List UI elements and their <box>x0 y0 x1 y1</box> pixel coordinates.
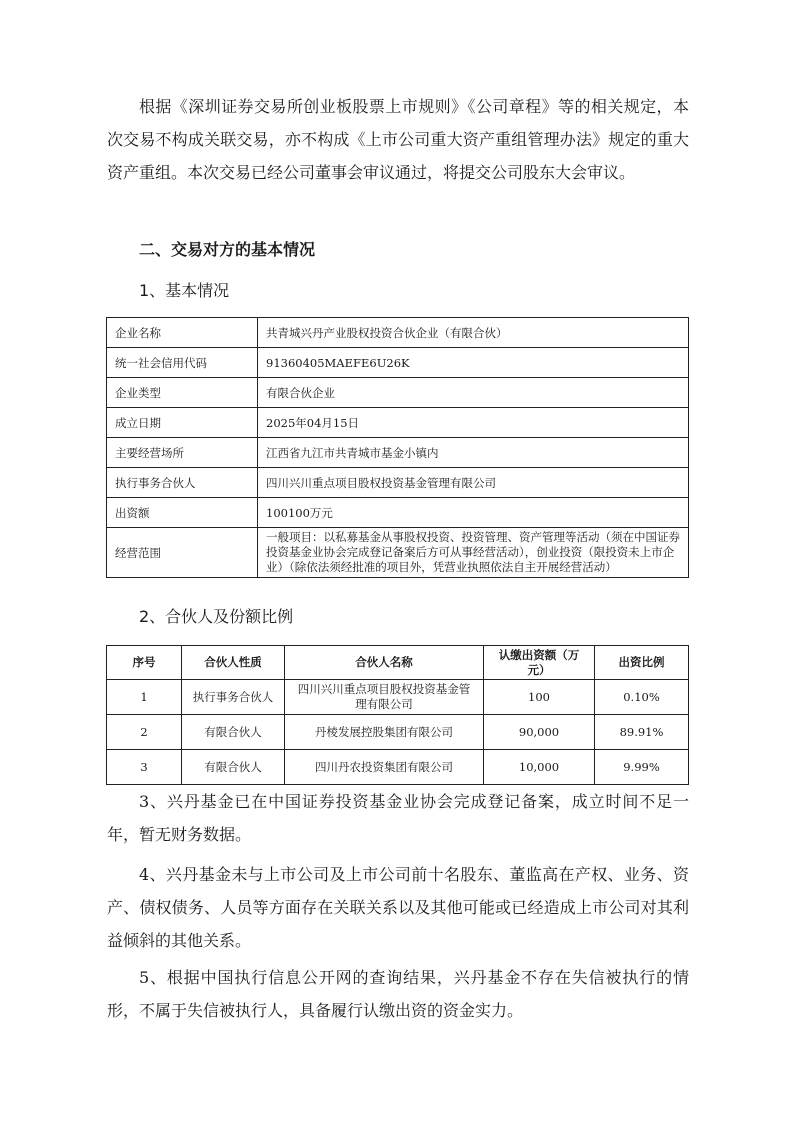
row-value: 四川兴川重点项目股权投资基金管理有限公司 <box>258 468 689 498</box>
cell-type: 执行事务合伙人 <box>182 680 285 715</box>
paragraph-4: 4、兴丹基金未与上市公司及上市公司前十名股东、董监高在产权、业务、资产、债权债务、人员等方面存在关联关系以及其他可能或已经造成上市公司对其利益倾斜的其他关系。 <box>107 865 689 950</box>
row-label: 主要经营场所 <box>107 438 258 468</box>
table-row <box>107 348 689 378</box>
paragraph-3: 3、兴丹基金已在中国证券投资基金业协会完成登记备案，成立时间不足一年，暂无财务数据。 <box>107 792 689 844</box>
row-label: 企业类型 <box>107 378 258 408</box>
paragraph-5: 5、根据中国执行信息公开网的查询结果，兴丹基金不存在失信被执行的情形，不属于失信被执行人，具备履行认缴出资的资金实力。 <box>107 968 689 1020</box>
row-label: 企业名称 <box>107 318 258 348</box>
cell-name: 丹棱发展控股集团有限公司 <box>285 715 484 750</box>
row-value: 2025年04月15日 <box>258 408 689 438</box>
partners-table <box>106 645 689 785</box>
row-value: 有限合伙企业 <box>258 378 689 408</box>
basic-info-table <box>106 317 689 578</box>
intro-paragraph: 根据《深圳证券交易所创业板股票上市规则》《公司章程》等的相关规定，本次交易不构成关联交易，亦不构成《上市公司重大资产重组管理办法》规定的重大资产重组。本次交易已经公司董事会审议通过，将提交公司股东大会审议。 <box>107 97 689 182</box>
cell-amount: 90,000 <box>484 715 595 750</box>
cell-ratio: 9.99% <box>595 750 689 785</box>
cell-no: 2 <box>107 715 182 750</box>
header-name: 合伙人名称 <box>285 646 484 680</box>
header-ratio: 出资比例 <box>595 646 689 680</box>
table-row <box>107 408 689 438</box>
cell-type: 有限合伙人 <box>182 750 285 785</box>
subsection-basic-info: 1、基本情况 <box>139 281 230 300</box>
table-row <box>107 468 689 498</box>
table-row <box>107 750 689 785</box>
cell-amount: 100 <box>484 680 595 715</box>
section-heading: 二、交易对方的基本情况 <box>139 240 316 259</box>
row-label: 执行事务合伙人 <box>107 468 258 498</box>
cell-type: 有限合伙人 <box>182 715 285 750</box>
row-value: 91360405MAEFE6U26K <box>258 348 689 378</box>
table-row <box>107 378 689 408</box>
cell-no: 3 <box>107 750 182 785</box>
row-label: 出资额 <box>107 498 258 528</box>
cell-amount: 10,000 <box>484 750 595 785</box>
cell-ratio: 89.91% <box>595 715 689 750</box>
row-label: 统一社会信用代码 <box>107 348 258 378</box>
table-row <box>107 318 689 348</box>
cell-name: 四川兴川重点项目股权投资基金管理有限公司 <box>285 680 484 715</box>
row-value: 一般项目：以私募基金从事股权投资、投资管理、资产管理等活动（须在中国证券投资基金业协会完成登记备案后方可从事经营活动），创业投资（限投资未上市企业）（除依法须经批准的项目外，凭营业执照依法自主开展经营活动） <box>258 528 689 578</box>
table-row <box>107 438 689 468</box>
row-value: 共青城兴丹产业股权投资合伙企业（有限合伙） <box>258 318 689 348</box>
cell-name: 四川丹农投资集团有限公司 <box>285 750 484 785</box>
row-label: 经营范围 <box>107 528 258 578</box>
row-value: 江西省九江市共青城市基金小镇内 <box>258 438 689 468</box>
subsection-partners: 2、合伙人及份额比例 <box>139 607 294 626</box>
row-label: 成立日期 <box>107 408 258 438</box>
header-amount: 认缴出资额（万元） <box>484 646 595 680</box>
table-row <box>107 498 689 528</box>
header-no: 序号 <box>107 646 182 680</box>
table-row <box>107 528 689 578</box>
table-header-row <box>107 646 689 680</box>
header-type: 合伙人性质 <box>182 646 285 680</box>
row-value: 100100万元 <box>258 498 689 528</box>
cell-ratio: 0.10% <box>595 680 689 715</box>
cell-no: 1 <box>107 680 182 715</box>
table-row <box>107 680 689 715</box>
table-row <box>107 715 689 750</box>
